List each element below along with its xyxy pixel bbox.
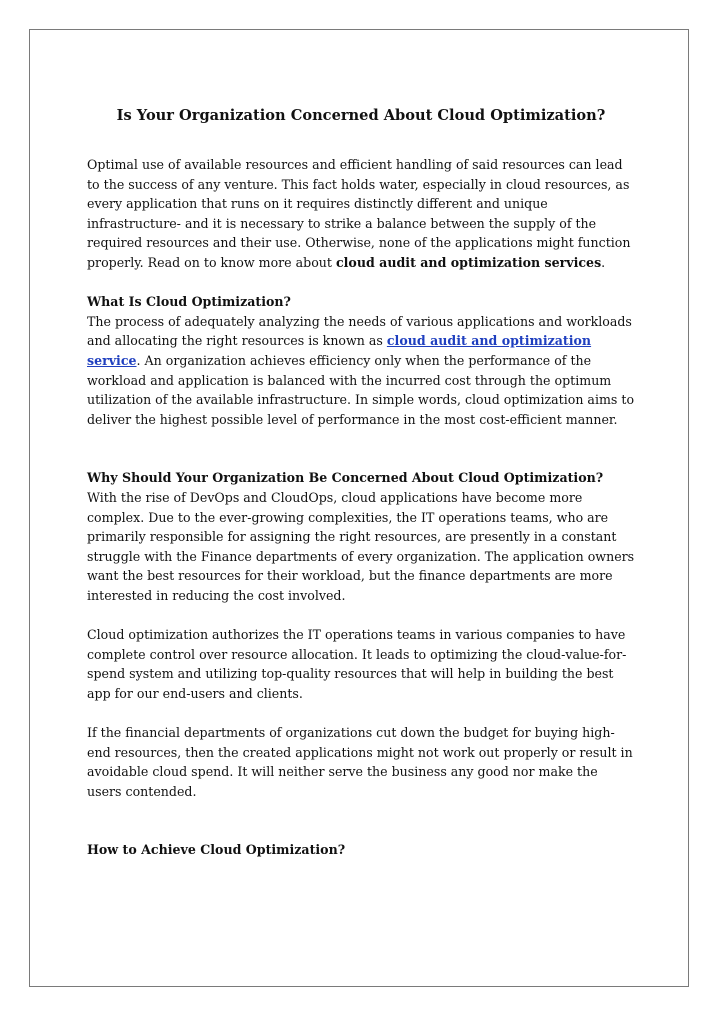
section-what-is-text-end: . An organization achieves efficiency only when the performance of the workload and application is balanced with the incurred cost through the optimum utilization of the available infrastructure. In simple words, cloud optimization aims to deliver the highest possible level of performance in the most cost-efficient manner.	[87, 352, 635, 427]
intro-text-end: .	[601, 254, 606, 270]
section-why-paragraph-2: Cloud optimization authorizes the IT operations teams in various companies to have complete control over resource allocation. It leads to optimizing the cloud-value-for-spend system and utilizing top-quality resources that will help in building the best app for our end-users and clients.	[87, 627, 627, 701]
section-what-is	[87, 292, 635, 429]
intro-bold-phrase: cloud audit and optimization services	[335, 254, 602, 270]
document-title: Is Your Organization Concerned About Cloud Optimization?	[116, 107, 606, 124]
section-heading-what-is: What Is Cloud Optimization?	[87, 294, 291, 310]
section-why-paragraph-1: With the rise of DevOps and CloudOps, cloud applications have become more complex. Due to the ever-growing complexities, the IT operations teams, who are primarily responsible for assigning the right resources, are presently in a constant struggle with the Finance departments of every organization. The application owners want the best resources for their workload, but the finance departments are more interested in reducing the cost involved.	[87, 489, 635, 603]
section-heading-why: Why Should Your Organization Be Concerned About Cloud Optimization?	[87, 470, 604, 486]
cloud-audit-service-link[interactable]: cloud audit and optimization service	[87, 333, 592, 368]
section-why-paragraph-3: If the financial departments of organizations cut down the budget for buying high-end resources, then the created applications might not work out properly or result in avoidable cloud spend. It will neither serve the business any good nor make the users contended.	[87, 725, 633, 799]
document-body	[87, 106, 635, 860]
intro-text: Optimal use of available resources and efficient handling of said resources can lead to the success of any venture. This fact holds water, especially in cloud resources, as every application that runs on it requires distinctly different and unique infrastructure- and it is necessary to strike a balance between the supply of the required resources and their use. Otherwise, none of the applications might function properly. Read on to know more about	[87, 157, 631, 270]
section-what-is-text: The process of adequately analyzing the needs of various applications and workloads and allocating the right resources is known as	[87, 313, 632, 349]
section-why	[87, 468, 635, 605]
intro-paragraph	[87, 155, 635, 273]
section-heading-how: How to Achieve Cloud Optimization?	[87, 842, 346, 858]
